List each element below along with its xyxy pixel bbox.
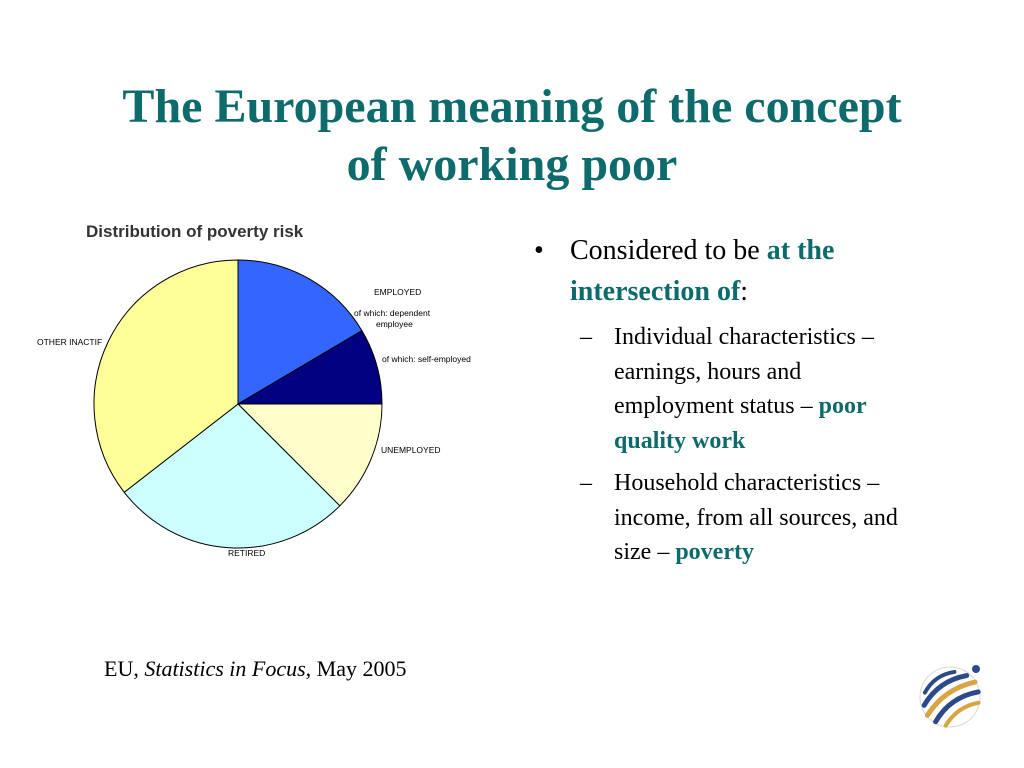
chart-title: Distribution of poverty risk xyxy=(86,222,304,241)
label-employed: EMPLOYED xyxy=(374,287,422,297)
bullet-mark: • xyxy=(534,235,544,266)
pie-slices xyxy=(94,260,382,548)
source-citation xyxy=(104,656,406,682)
bullet-main-text: Considered to be xyxy=(570,235,767,266)
title-line-1: The European meaning of the concept xyxy=(122,80,902,133)
dash-mark: – xyxy=(580,324,592,350)
label-self-employed: of which: self-employed xyxy=(382,354,471,364)
sub-bullet-household-text: Household characteristics – income, from all sources, and size – xyxy=(614,470,898,565)
bullet-main xyxy=(530,230,950,312)
sub-bullet-individual xyxy=(530,320,914,458)
poverty-risk-pie-chart xyxy=(30,210,500,570)
label-dependent-line1: of which: dependent xyxy=(354,308,431,318)
dash-mark: – xyxy=(580,470,592,496)
source-publication: Statistics in Focus xyxy=(144,656,306,681)
title-line-2: of working poor xyxy=(346,138,678,191)
label-retired: RETIRED xyxy=(228,548,266,558)
sub-bullet-household-highlight: poverty xyxy=(675,539,754,565)
globe-logo-icon xyxy=(910,655,990,735)
sub-bullet-individual-highlight: poor quality work xyxy=(614,393,867,454)
bullet-main-suffix: : xyxy=(740,276,749,307)
slide-title xyxy=(60,78,964,194)
sub-bullet-household xyxy=(530,466,914,570)
sub-bullet-individual-text: Individual characteristics – earnings, hours and employment status – xyxy=(614,324,874,419)
bullet-main-highlight: at the intersection of xyxy=(570,235,835,307)
bullet-list xyxy=(530,230,950,570)
label-dependent-line2: employee xyxy=(376,319,413,329)
label-other-inactif: OTHER INACTIF xyxy=(37,337,103,347)
label-unemployed: UNEMPLOYED xyxy=(381,445,441,455)
pie-chart-svg xyxy=(30,210,500,570)
source-suffix: , May 2005 xyxy=(305,656,407,681)
source-prefix: EU, xyxy=(104,656,145,681)
